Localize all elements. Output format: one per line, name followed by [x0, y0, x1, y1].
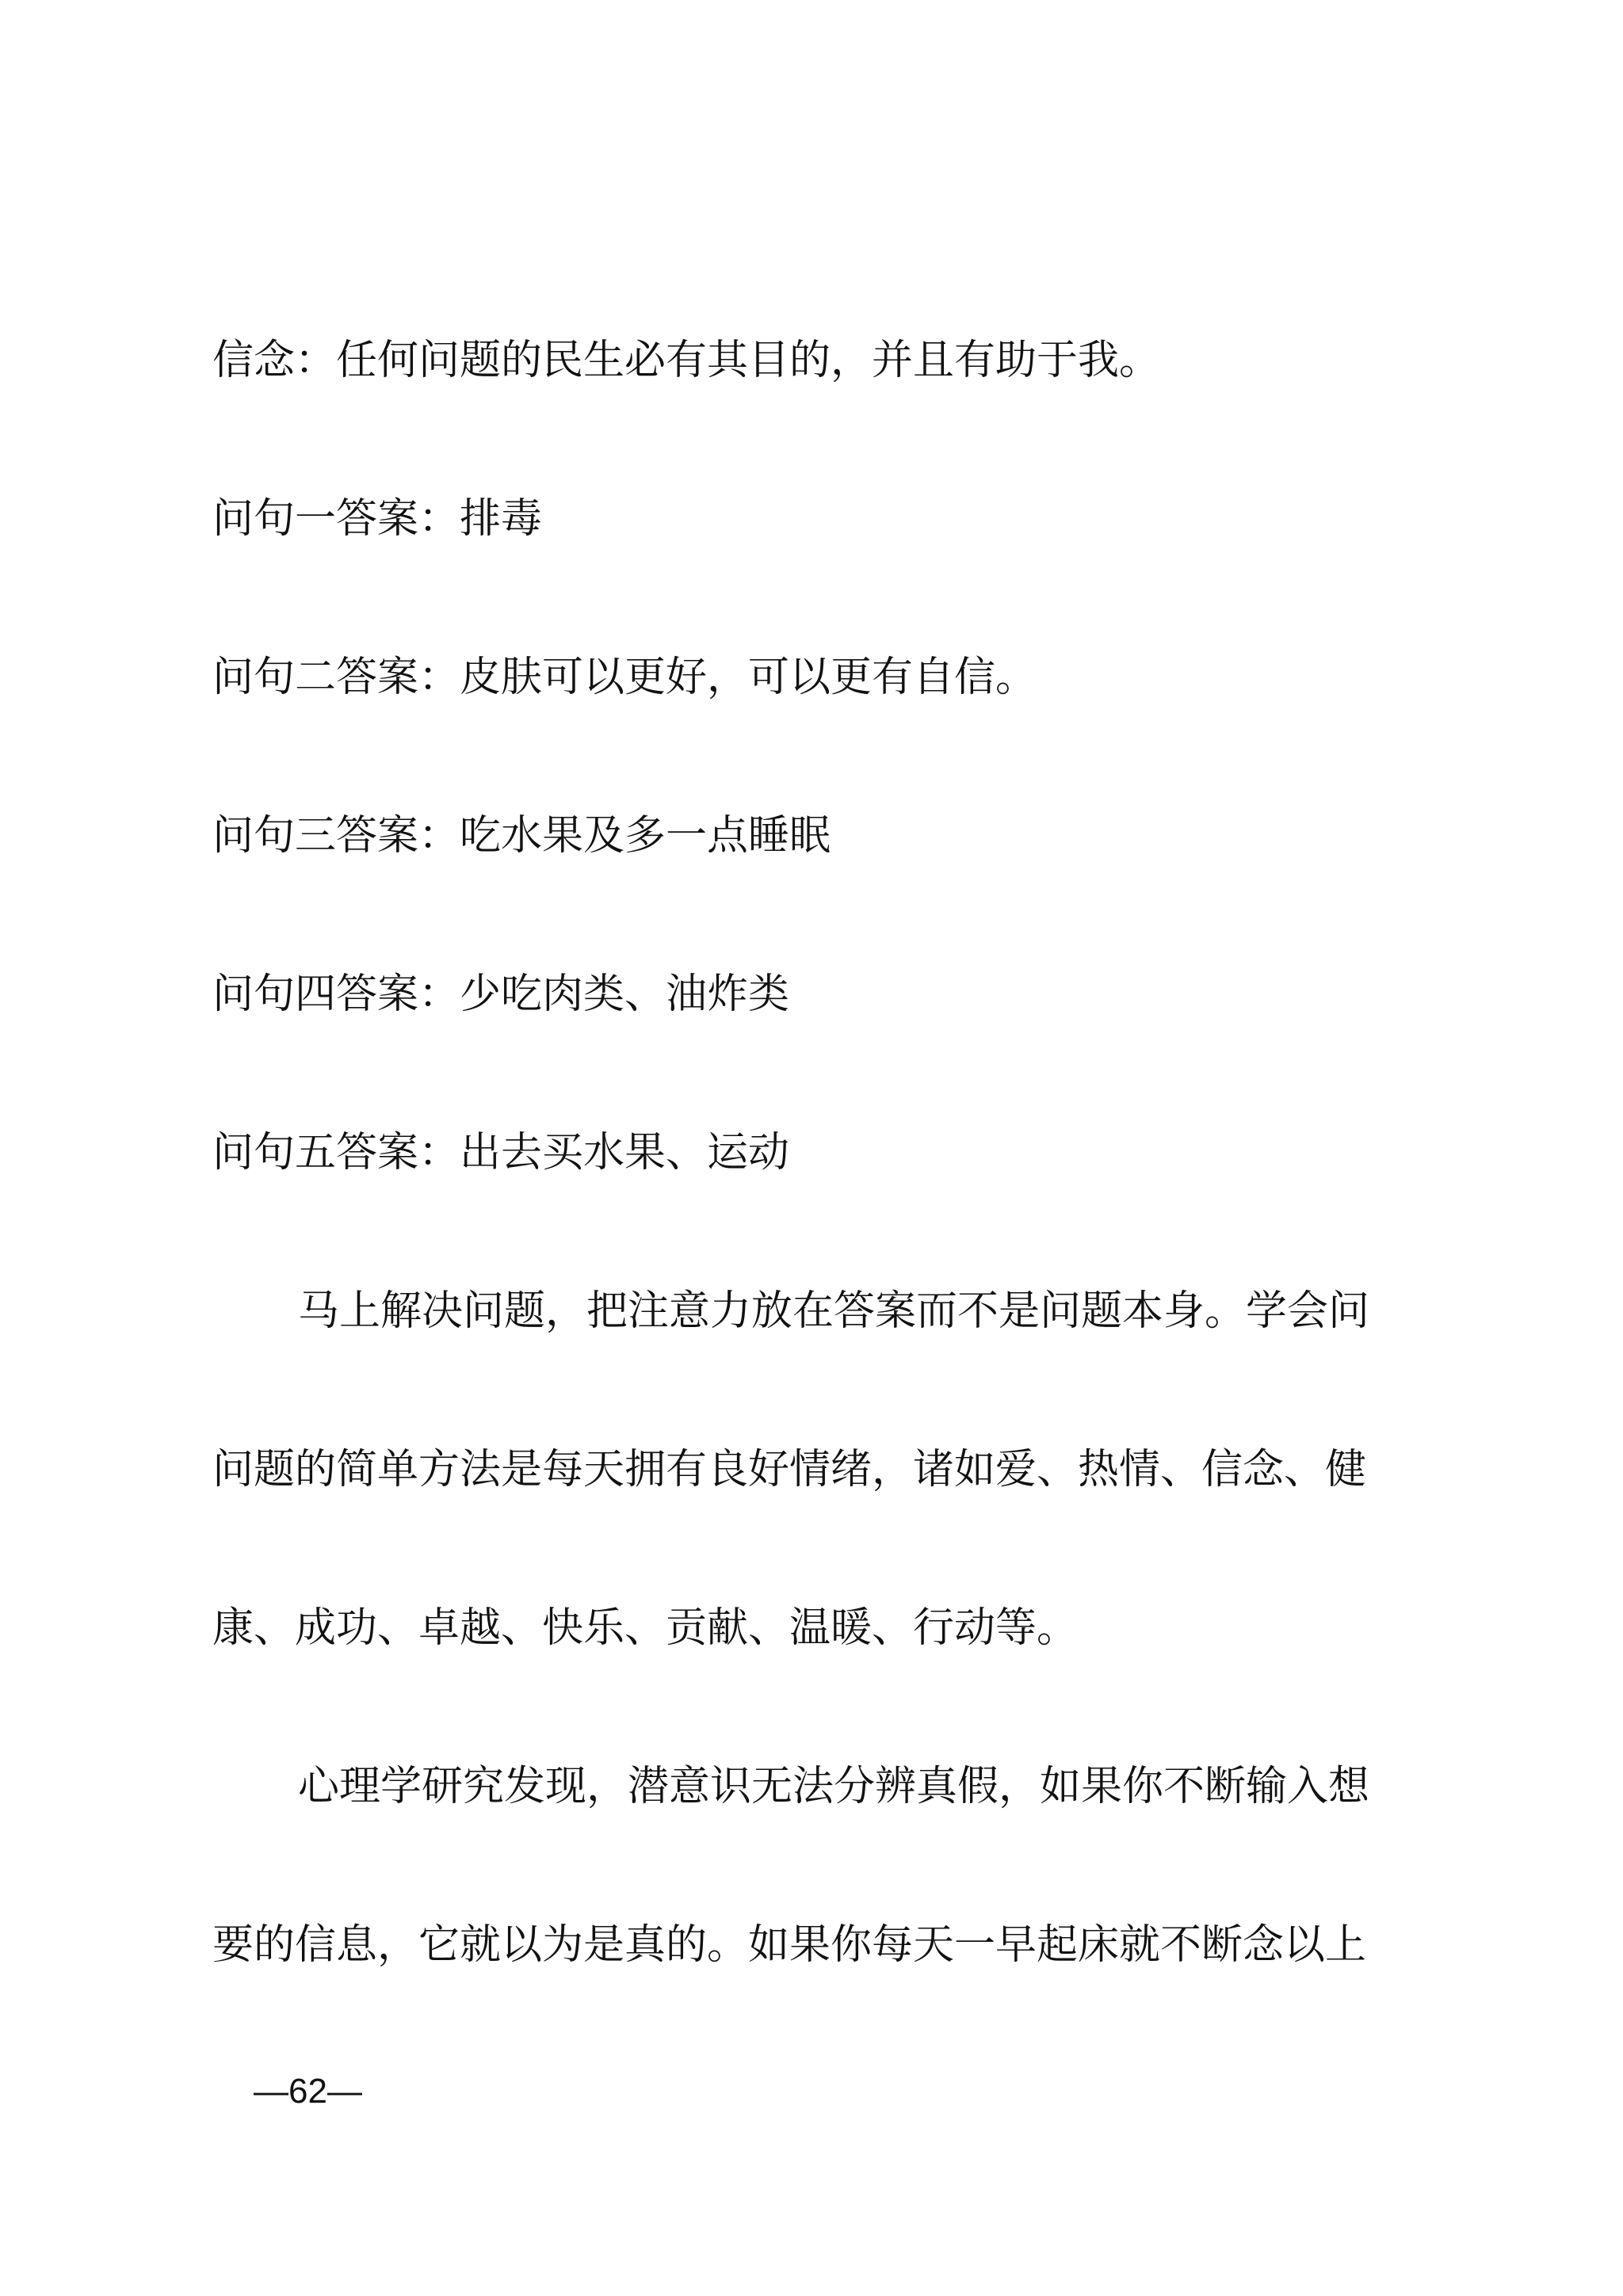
paragraph-1-line-1: 马上解决问题，把注意力放在答案而不是问题本身。学会问 — [298, 1287, 1370, 1335]
paragraph-2-line-2: 要的信息，它就以为是真的。如果你每天一早起床就不断念以上 — [212, 1921, 1367, 1969]
answer-line-2: 问句二答案：皮肤可以更好，可以更有自信。 — [212, 654, 1037, 701]
belief-line: 信念：任何问题的民生必有其目的，并且有助于我。 — [212, 337, 1161, 384]
paragraph-2-line-1: 心理学研究发现，潜意识无法分辨真假，如果你不断输入想 — [298, 1763, 1370, 1810]
page-number: —62— — [254, 2072, 362, 2111]
answer-line-1: 问句一答案：排毒 — [212, 495, 543, 543]
answer-line-5: 问句五答案：出去买水果、运动 — [212, 1129, 790, 1177]
paragraph-1-line-2: 问题的简单方法是每天拥有良好情绪，诸如爱、热情、信念、健 — [212, 1446, 1367, 1493]
answer-line-4: 问句四答案：少吃肉类、油炸类 — [212, 971, 790, 1018]
paragraph-1-line-3: 康、成功、卓越、快乐、贡献、温暖、行动等。 — [212, 1604, 1079, 1652]
answer-line-3: 问句三答案：吃水果及多一点睡眠 — [212, 812, 831, 860]
